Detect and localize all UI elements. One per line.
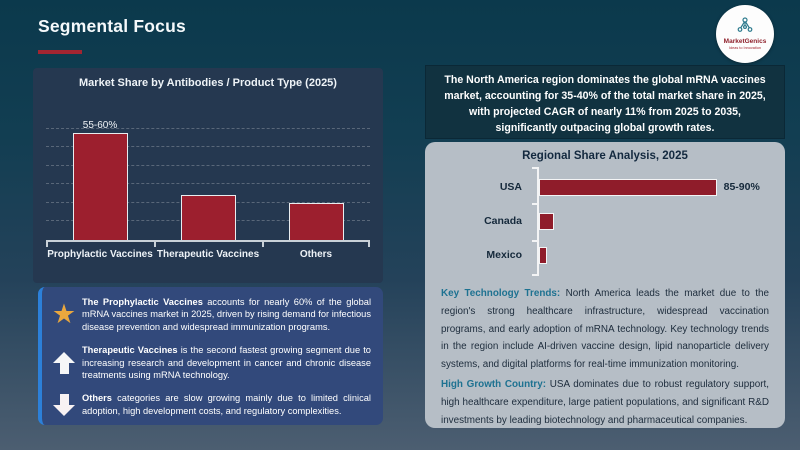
note-high-growth-country: High Growth Country: USA dominates due to robust regulatory support, high healthcare expenditure, large patient populations, and significant R&D investments by leading biotechnology and pharmaceutical companies. [441, 379, 770, 426]
region-bar-track [539, 170, 760, 204]
segment-bar-therapeutic-vaccines [181, 195, 236, 241]
insight-others [46, 392, 371, 417]
axis-tick [532, 167, 537, 169]
bar-slot [46, 110, 154, 240]
page-title: Segmental Focus [38, 16, 186, 36]
insight-prophylactic [46, 296, 371, 333]
molecule-icon [736, 17, 754, 38]
logo-tagline: Ideas to Innovation [728, 46, 762, 51]
bar-slot [154, 110, 262, 240]
segment-bar-others [289, 203, 344, 240]
segment-bar-prophylactic-vaccines [73, 120, 128, 240]
segment-axis-labels [46, 249, 370, 260]
axis-tick [532, 274, 537, 276]
company-logo [716, 5, 774, 63]
segment-chart-area [46, 110, 370, 240]
segment-insights-panel [38, 287, 383, 425]
region-label: Mexico [486, 249, 522, 261]
regional-analysis-panel [425, 142, 785, 428]
segment-chart-panel [33, 68, 383, 283]
region-bar-mexico [539, 247, 547, 264]
axis-tick [368, 242, 370, 247]
category-label: Others [299, 249, 333, 260]
region-bar-track [539, 238, 742, 272]
north-america-highlight: The North America region dominates the global mRNA vaccines market, accounting for 35-40% of the total market share in 2025, with projected CAGR of nearly 11% from 2025 to 2035, significantly outpacing global growth rates. [425, 65, 785, 139]
note-key-technology-trends: Key Technology Trends: North America leads the market due to the region's strong healthcare infrastructure, widespread vaccination programs, and early adoption of mRNA technology. Key technology trends in the region include AI-driven vaccine design, lipid nanoparticle delivery systems, and digital platforms for real-time immunization monitoring. [441, 288, 769, 371]
insight-text: Therapeutic Vaccines is the second fastest growing segment due to increasing research and development in cancer and chronic disease treatments using mRNA technology. [82, 345, 371, 380]
title-underline [38, 50, 82, 54]
region-bar-track [539, 204, 742, 238]
regional-chart-title: Regional Share Analysis, 2025 [522, 150, 688, 162]
region-label: USA [499, 181, 522, 193]
axis-tick [262, 242, 264, 247]
logo-name: MarketGenics [723, 38, 767, 46]
axis-tick [154, 242, 156, 247]
insight-text: Others categories are slow growing mainly due to limited clinical adoption, high development costs, and regulatory complexities. [82, 393, 371, 416]
segment-chart-title: Market Share by Antibodies / Product Type (2025) [79, 77, 337, 89]
region-row-usa [441, 170, 769, 204]
region-value-label: 85-90% [723, 181, 760, 193]
region-row-mexico [441, 238, 769, 272]
region-bar-canada [539, 213, 554, 230]
segment-bars [46, 110, 370, 240]
category-label: Therapeutic Vaccines [156, 249, 260, 260]
bar-slot [262, 110, 370, 240]
region-label: Canada [484, 215, 522, 227]
axis-tick [532, 203, 537, 205]
star-icon: ★ [51, 299, 77, 330]
up-arrow-icon [46, 352, 82, 374]
insight-therapeutic [46, 344, 371, 381]
bar-value-label: 55-60% [82, 120, 118, 132]
category-label: Prophylactic Vaccines [47, 249, 153, 260]
region-row-canada [441, 204, 769, 238]
regional-notes [441, 285, 769, 428]
segment-x-axis [46, 240, 370, 242]
regional-chart-area [441, 170, 769, 278]
axis-tick [532, 240, 537, 242]
axis-tick [46, 242, 48, 247]
insight-text: The Prophylactic Vaccines accounts for nearly 60% of the global mRNA vaccines market in 2025, driven by rising demand for infectious disease prevention and widespread immunization programs. [82, 297, 372, 332]
region-bar-usa [539, 179, 717, 196]
down-arrow-icon [46, 394, 82, 416]
